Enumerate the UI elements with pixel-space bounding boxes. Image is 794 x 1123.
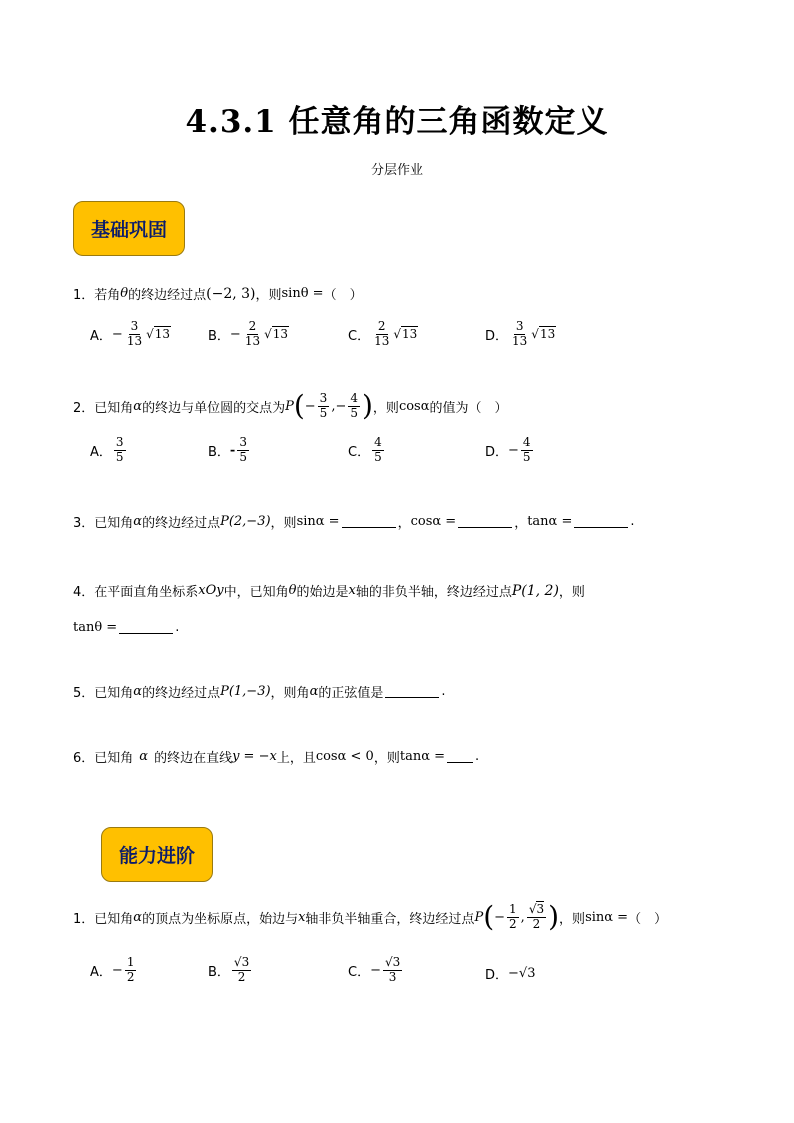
answer-blank-tan-alpha[interactable] (447, 751, 473, 763)
adv-q1-option-d[interactable]: D． −√3 (485, 966, 536, 983)
question-4: 4．在平面直角坐标系 xOy 中，已知角 θ 的始边是 x 轴的非负半轴，终边经过点 P(1, 2) ，则 (73, 582, 585, 600)
answer-blank-cos[interactable] (458, 516, 512, 528)
question-5: 5．已知角 α 的终边经过点 P(1,−3) ，则角 α 的正弦值是 . (73, 684, 446, 701)
answer-blank-tan[interactable] (574, 516, 628, 528)
question-4-answer: tanθ = . (73, 620, 180, 635)
question-1: 1．若角 θ 的终边经过点 (−2, 3) ，则 sinθ = （ ） (73, 285, 363, 303)
answer-blank-sin[interactable] (342, 516, 396, 528)
section-basic-label: 基础巩固 (73, 201, 185, 256)
q2-option-b[interactable]: B． - $\frac{3}{5}$ (208, 435, 247, 464)
q1-option-c[interactable]: C． $\frac{2}{13}$ √13 (348, 319, 418, 348)
answer-blank-sine[interactable] (385, 686, 439, 698)
q2-option-a[interactable]: A． $\frac{3}{5}$ (90, 435, 124, 464)
q2-option-d[interactable]: D． − $\frac{4}{5}$ (485, 435, 531, 464)
q1-option-b[interactable]: B． − $\frac{2}{13}$ √13 (208, 319, 289, 348)
question-6: 6．已知角 α 的终边在直线 y = −x 上，且 cosα < 0 ，则 tanα = . (73, 749, 480, 766)
advanced-question-1: 1．已知角 α 的顶点为坐标原点，始边与 x 轴非负半轴重合，终边经过点 P ( − $\frac{1}{2}$ , $\frac{√3}{2}$ ) ，则 sinα = （ ） (73, 900, 668, 934)
section-advanced-label: 能力进阶 (101, 827, 213, 882)
adv-q1-option-c[interactable]: C． − $\frac{√3}{3}$ (348, 955, 401, 984)
adv-q1-option-a[interactable]: A． − $\frac{1}{2}$ (90, 955, 135, 984)
page-title: 4.3.1 任意角的三角函数定义 (185, 104, 609, 140)
adv-q1-option-b[interactable]: B． $\frac{√3}{2}$ (208, 955, 250, 984)
page-subtitle: 分层作业 (370, 163, 423, 178)
question-3: 3．已知角 α 的终边经过点 P(2,−3) ，则 sinα = ， cosα = ， tanα = . (73, 514, 635, 531)
q1-option-a[interactable]: A． − $\frac{3}{13}$ √13 (90, 319, 171, 348)
question-2: 2．已知角 α 的终边与单位圆的交点为 P ( − $\frac{3}{5}$ ,− $\frac{4}{5}$ ) ，则 cosα 的值为（ ） (73, 389, 508, 423)
q2-option-c[interactable]: C． $\frac{4}{5}$ (348, 435, 382, 464)
q1-option-d[interactable]: D． $\frac{3}{13}$ √13 (485, 319, 556, 348)
answer-blank-tan-theta[interactable] (119, 622, 173, 634)
